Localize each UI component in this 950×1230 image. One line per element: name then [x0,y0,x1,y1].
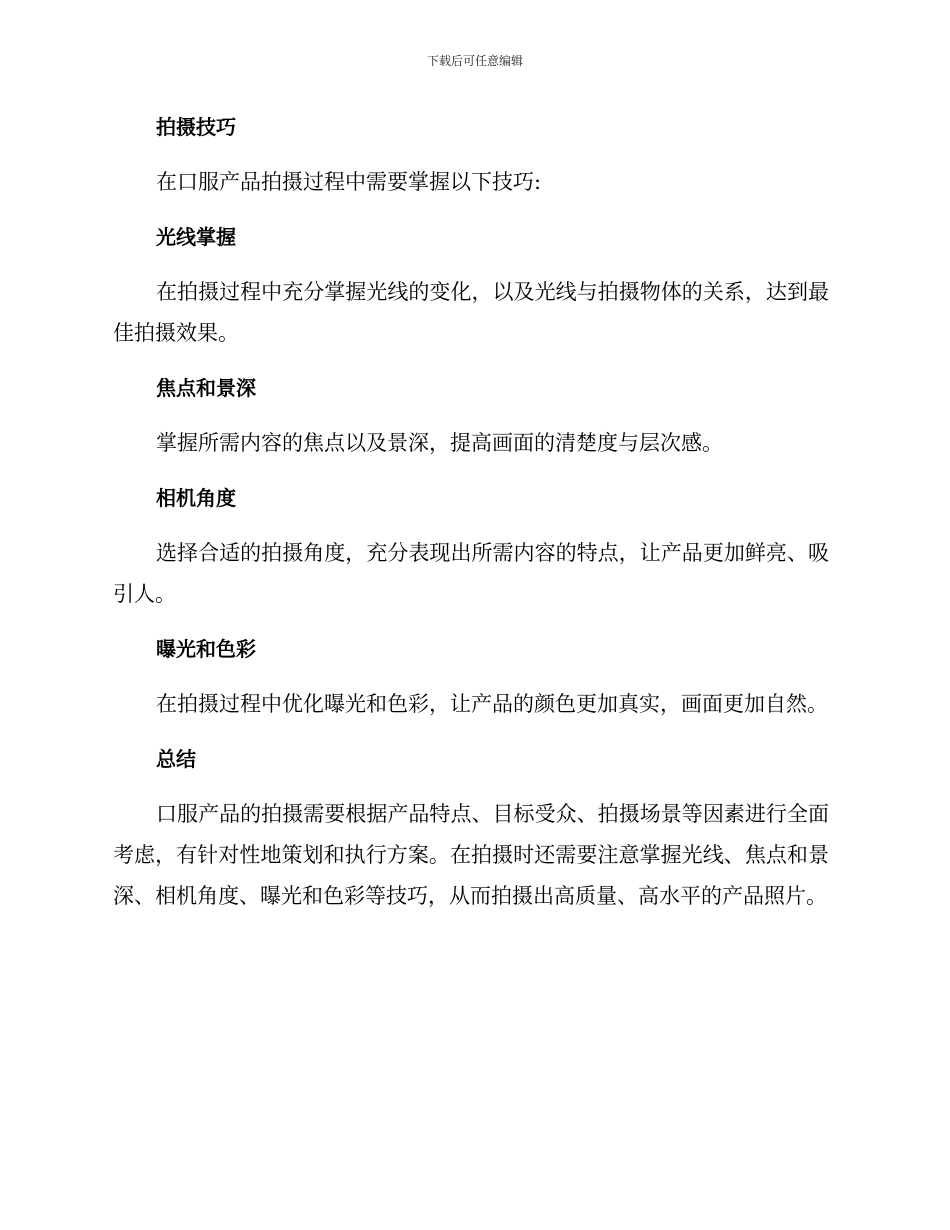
section-heading: 相机角度 [156,486,236,510]
section-lighting [113,217,829,368]
section-heading: 曝光和色彩 [156,637,256,661]
section-heading: 焦点和景深 [156,376,256,400]
page-header: 下载后可任意编辑 [426,54,523,68]
section-summary [113,739,829,917]
section-paragraph: 在口服产品拍摄过程中需要掌握以下技巧: [156,170,542,194]
section-paragraph: 选择合适的拍摄角度，充分表现出所需内容的特点，让产品更加鲜亮、吸引人。 [113,541,829,606]
document-body [113,107,829,917]
section-heading: 光线掌握 [156,225,236,249]
section-heading: 拍摄技巧 [156,115,236,139]
section-paragraph: 掌握所需内容的焦点以及景深，提高画面的清楚度与层次感。 [156,431,723,455]
section-paragraph: 在拍摄过程中充分掌握光线的变化，以及光线与拍摄物体的关系，达到最佳拍摄效果。 [113,280,829,345]
section-exposure-color [113,629,829,739]
section-heading: 总结 [156,747,196,771]
section-shooting-techniques [113,107,829,217]
section-paragraph: 口服产品的拍摄需要根据产品特点、目标受众、拍摄场景等因素进行全面考虑，有针对性地策划和执行方案。在拍摄时还需要注意掌握光线、焦点和景深、相机角度、曝光和色彩等技巧，从而拍摄出高质量、高水平的产品照片。 [113,802,829,908]
section-camera-angle [113,478,829,629]
section-focus-depth [113,368,829,478]
section-paragraph: 在拍摄过程中优化曝光和色彩，让产品的颜色更加真实，画面更加自然。 [156,692,828,716]
